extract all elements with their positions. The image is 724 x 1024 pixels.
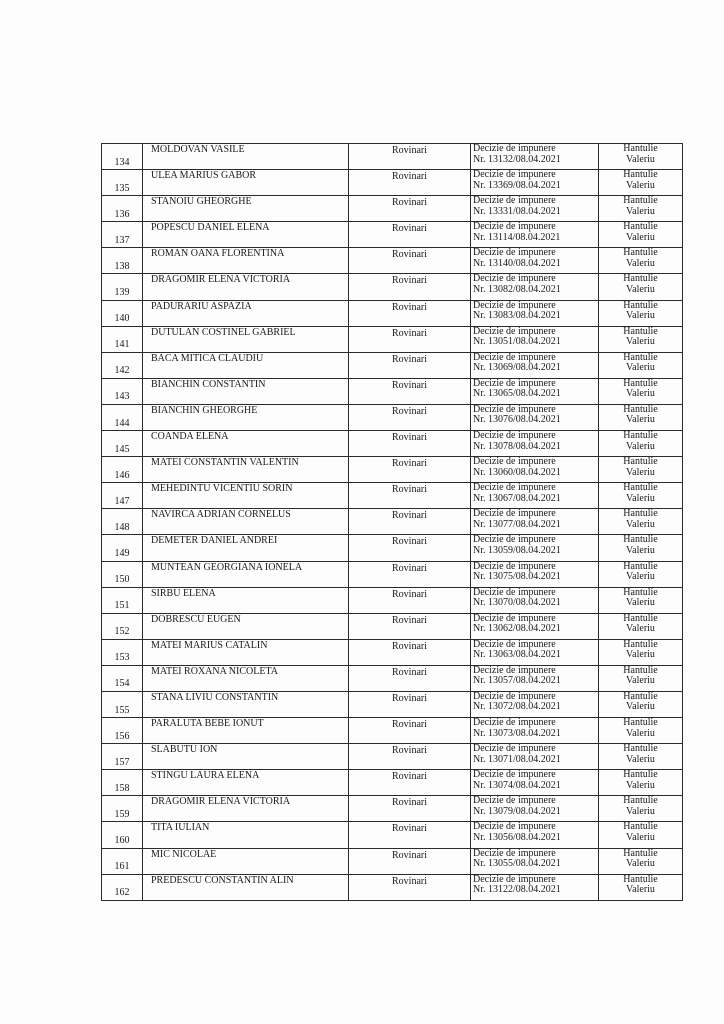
decision-number: Nr. 13073/08.04.2021 <box>473 727 561 739</box>
table-row <box>102 744 683 770</box>
decision-title: Decizie de impunere <box>473 482 556 494</box>
decision-cell <box>471 535 599 561</box>
decision-cell <box>471 483 599 509</box>
row-number: 148 <box>102 509 143 535</box>
responsible-surname: Hantulie <box>623 326 658 337</box>
decision-number: Nr. 13055/08.04.2021 <box>473 858 561 870</box>
location: Rovinari <box>349 431 471 457</box>
decision-number: Nr. 13140/08.04.2021 <box>473 257 561 269</box>
person-name: ROMAN OANA FLORENTINA <box>143 248 349 274</box>
responsible-surname: Hantulie <box>623 456 658 468</box>
location: Rovinari <box>349 587 471 613</box>
responsible-cell <box>599 196 683 222</box>
decision-number: Nr. 13079/08.04.2021 <box>473 805 561 817</box>
decision-title: Decizie de impunere <box>473 743 556 755</box>
responsible-given-name: Valeriu <box>626 727 655 739</box>
location: Rovinari <box>349 222 471 248</box>
location: Rovinari <box>349 144 471 170</box>
responsible-cell <box>599 535 683 561</box>
responsible-given-name: Valeriu <box>626 283 655 295</box>
responsible-cell <box>599 718 683 744</box>
location: Rovinari <box>349 744 471 770</box>
responsible-surname: Hantulie <box>623 247 658 259</box>
row-number: 144 <box>102 404 143 430</box>
responsible-cell <box>599 509 683 535</box>
decision-cell <box>471 144 599 170</box>
responsible-cell <box>599 431 683 457</box>
table-row <box>102 691 683 717</box>
decision-title: Decizie de impunere <box>473 300 556 311</box>
row-number: 162 <box>102 874 143 900</box>
decision-number: Nr. 13056/08.04.2021 <box>473 831 561 843</box>
responsible-cell <box>599 326 683 352</box>
row-number: 143 <box>102 378 143 404</box>
responsible-cell <box>599 665 683 691</box>
table-row <box>102 665 683 691</box>
decision-number: Nr. 13074/08.04.2021 <box>473 779 561 791</box>
decision-number: Nr. 13057/08.04.2021 <box>473 675 561 687</box>
decision-title: Decizie de impunere <box>473 874 556 885</box>
responsible-cell <box>599 300 683 326</box>
responsible-given-name: Valeriu <box>626 675 655 687</box>
person-name: POPESCU DANIEL ELENA <box>143 222 349 248</box>
responsible-cell <box>599 404 683 430</box>
responsible-given-name: Valeriu <box>626 649 655 661</box>
decision-number: Nr. 13059/08.04.2021 <box>473 544 561 556</box>
responsible-surname: Hantulie <box>623 378 658 389</box>
row-number: 160 <box>102 822 143 848</box>
location: Rovinari <box>349 639 471 665</box>
responsible-given-name: Valeriu <box>626 153 655 165</box>
person-name: COANDA ELENA <box>143 431 349 457</box>
decision-cell <box>471 561 599 587</box>
decision-title: Decizie de impunere <box>473 821 556 833</box>
decision-title: Decizie de impunere <box>473 378 556 389</box>
responsible-cell <box>599 248 683 274</box>
table-row <box>102 274 683 300</box>
person-name: STINGU LAURA ELENA <box>143 770 349 796</box>
responsible-given-name: Valeriu <box>626 440 655 452</box>
row-number: 157 <box>102 744 143 770</box>
decision-number: Nr. 13082/08.04.2021 <box>473 283 561 295</box>
location: Rovinari <box>349 378 471 404</box>
responsible-given-name: Valeriu <box>626 179 655 191</box>
responsible-cell <box>599 587 683 613</box>
table-row <box>102 483 683 509</box>
responsible-given-name: Valeriu <box>626 466 655 478</box>
person-name: STANA LIVIU CONSTANTIN <box>143 691 349 717</box>
decision-title: Decizie de impunere <box>473 169 556 181</box>
location: Rovinari <box>349 274 471 300</box>
location: Rovinari <box>349 665 471 691</box>
location: Rovinari <box>349 300 471 326</box>
decision-number: Nr. 13065/08.04.2021 <box>473 388 561 400</box>
person-name: PADURARIU ASPAZIA <box>143 300 349 326</box>
table-row <box>102 248 683 274</box>
row-number: 146 <box>102 457 143 483</box>
table-row <box>102 639 683 665</box>
row-number: 149 <box>102 535 143 561</box>
responsible-cell <box>599 483 683 509</box>
row-number: 161 <box>102 848 143 874</box>
responsible-cell <box>599 457 683 483</box>
person-name: MATEI MARIUS CATALIN <box>143 639 349 665</box>
table-row <box>102 352 683 378</box>
responsible-given-name: Valeriu <box>626 597 655 609</box>
responsible-cell <box>599 561 683 587</box>
responsible-cell <box>599 744 683 770</box>
table-row <box>102 561 683 587</box>
decision-title: Decizie de impunere <box>473 430 556 442</box>
decision-cell <box>471 848 599 874</box>
table-row <box>102 613 683 639</box>
location: Rovinari <box>349 613 471 639</box>
responsible-given-name: Valeriu <box>626 544 655 556</box>
row-number: 150 <box>102 561 143 587</box>
row-number: 145 <box>102 431 143 457</box>
table-row <box>102 404 683 430</box>
responsible-surname: Hantulie <box>623 430 658 442</box>
responsible-surname: Hantulie <box>623 795 658 807</box>
responsible-surname: Hantulie <box>623 534 658 546</box>
responsible-given-name: Valeriu <box>626 805 655 817</box>
person-name: STANOIU GHEORGHE <box>143 196 349 222</box>
responsible-surname: Hantulie <box>623 639 658 650</box>
responsible-surname: Hantulie <box>623 848 658 859</box>
row-number: 154 <box>102 665 143 691</box>
responsible-given-name: Valeriu <box>626 779 655 791</box>
decision-title: Decizie de impunere <box>473 613 556 624</box>
responsible-cell <box>599 144 683 170</box>
responsible-surname: Hantulie <box>623 300 658 311</box>
decision-cell <box>471 457 599 483</box>
person-name: BIANCHIN CONSTANTIN <box>143 378 349 404</box>
responsible-surname: Hantulie <box>623 717 658 729</box>
decision-title: Decizie de impunere <box>473 769 556 781</box>
location: Rovinari <box>349 457 471 483</box>
decision-cell <box>471 274 599 300</box>
decision-cell <box>471 639 599 665</box>
decision-number: Nr. 13132/08.04.2021 <box>473 153 561 165</box>
row-number: 151 <box>102 587 143 613</box>
responsible-given-name: Valeriu <box>626 492 655 504</box>
decision-cell <box>471 691 599 717</box>
location: Rovinari <box>349 326 471 352</box>
row-number: 158 <box>102 770 143 796</box>
responsible-cell <box>599 796 683 822</box>
decision-title: Decizie de impunere <box>473 795 556 807</box>
decision-number: Nr. 13331/08.04.2021 <box>473 205 561 217</box>
decision-number: Nr. 13062/08.04.2021 <box>473 623 561 635</box>
decision-title: Decizie de impunere <box>473 195 556 207</box>
row-number: 138 <box>102 248 143 274</box>
decision-cell <box>471 587 599 613</box>
responsible-surname: Hantulie <box>623 821 658 833</box>
decision-title: Decizie de impunere <box>473 143 556 154</box>
decision-number: Nr. 13070/08.04.2021 <box>473 597 561 609</box>
decision-cell <box>471 796 599 822</box>
row-number: 134 <box>102 144 143 170</box>
responsible-surname: Hantulie <box>623 169 658 181</box>
responsible-given-name: Valeriu <box>626 388 655 400</box>
responsible-cell <box>599 613 683 639</box>
decision-cell <box>471 404 599 430</box>
person-name: MATEI CONSTANTIN VALENTIN <box>143 457 349 483</box>
row-number: 140 <box>102 300 143 326</box>
location: Rovinari <box>349 796 471 822</box>
decision-cell <box>471 770 599 796</box>
responsible-given-name: Valeriu <box>626 414 655 426</box>
decision-cell <box>471 196 599 222</box>
person-name: DOBRESCU EUGEN <box>143 613 349 639</box>
responsible-surname: Hantulie <box>623 613 658 624</box>
responsible-given-name: Valeriu <box>626 257 655 269</box>
table-row <box>102 144 683 170</box>
decision-number: Nr. 13069/08.04.2021 <box>473 362 561 374</box>
decision-number: Nr. 13369/08.04.2021 <box>473 179 561 191</box>
location: Rovinari <box>349 561 471 587</box>
decision-cell <box>471 352 599 378</box>
responsible-surname: Hantulie <box>623 143 658 154</box>
decision-number: Nr. 13063/08.04.2021 <box>473 649 561 661</box>
decision-cell <box>471 718 599 744</box>
decision-number: Nr. 13060/08.04.2021 <box>473 466 561 478</box>
responsible-given-name: Valeriu <box>626 362 655 374</box>
registry-table <box>101 143 683 901</box>
table-row <box>102 431 683 457</box>
decision-title: Decizie de impunere <box>473 665 556 676</box>
person-name: DRAGOMIR ELENA VICTORIA <box>143 796 349 822</box>
responsible-surname: Hantulie <box>623 587 658 598</box>
responsible-surname: Hantulie <box>623 561 658 572</box>
person-name: DRAGOMIR ELENA VICTORIA <box>143 274 349 300</box>
person-name: TITA IULIAN <box>143 822 349 848</box>
decision-cell <box>471 431 599 457</box>
decision-title: Decizie de impunere <box>473 352 556 363</box>
table-row <box>102 874 683 900</box>
location: Rovinari <box>349 874 471 900</box>
responsible-cell <box>599 848 683 874</box>
person-name: MOLDOVAN VASILE <box>143 144 349 170</box>
decision-title: Decizie de impunere <box>473 691 556 702</box>
responsible-cell <box>599 222 683 248</box>
decision-number: Nr. 13072/08.04.2021 <box>473 701 561 713</box>
decision-title: Decizie de impunere <box>473 456 556 468</box>
decision-number: Nr. 13071/08.04.2021 <box>473 753 561 765</box>
person-name: DUTULAN COSTINEL GABRIEL <box>143 326 349 352</box>
row-number: 137 <box>102 222 143 248</box>
responsible-surname: Hantulie <box>623 482 658 494</box>
decision-number: Nr. 13083/08.04.2021 <box>473 310 561 322</box>
row-number: 156 <box>102 718 143 744</box>
person-name: MEHEDINTU VICENTIU SORIN <box>143 483 349 509</box>
decision-cell <box>471 509 599 535</box>
responsible-given-name: Valeriu <box>626 310 655 322</box>
location: Rovinari <box>349 196 471 222</box>
decision-number: Nr. 13075/08.04.2021 <box>473 571 561 582</box>
row-number: 135 <box>102 170 143 196</box>
responsible-surname: Hantulie <box>623 195 658 207</box>
decision-title: Decizie de impunere <box>473 534 556 546</box>
person-name: PREDESCU CONSTANTIN ALIN <box>143 874 349 900</box>
responsible-cell <box>599 352 683 378</box>
row-number: 142 <box>102 352 143 378</box>
table-row <box>102 770 683 796</box>
decision-title: Decizie de impunere <box>473 326 556 337</box>
table-row <box>102 587 683 613</box>
location: Rovinari <box>349 718 471 744</box>
row-number: 141 <box>102 326 143 352</box>
decision-title: Decizie de impunere <box>473 561 556 572</box>
decision-cell <box>471 822 599 848</box>
row-number: 136 <box>102 196 143 222</box>
table-row <box>102 326 683 352</box>
person-name: MIC NICOLAE <box>143 848 349 874</box>
person-name: MUNTEAN GEORGIANA IONELA <box>143 561 349 587</box>
responsible-surname: Hantulie <box>623 352 658 363</box>
responsible-cell <box>599 378 683 404</box>
responsible-surname: Hantulie <box>623 769 658 781</box>
row-number: 159 <box>102 796 143 822</box>
person-name: SLABUTU ION <box>143 744 349 770</box>
decision-cell <box>471 300 599 326</box>
responsible-given-name: Valeriu <box>626 205 655 217</box>
responsible-cell <box>599 274 683 300</box>
table-row <box>102 196 683 222</box>
decision-title: Decizie de impunere <box>473 221 556 233</box>
person-name: ULEA MARIUS GABOR <box>143 170 349 196</box>
responsible-given-name: Valeriu <box>626 571 655 582</box>
table-row <box>102 848 683 874</box>
responsible-surname: Hantulie <box>623 221 658 233</box>
row-number: 155 <box>102 691 143 717</box>
decision-number: Nr. 13078/08.04.2021 <box>473 440 561 452</box>
decision-title: Decizie de impunere <box>473 508 556 520</box>
responsible-cell <box>599 822 683 848</box>
decision-number: Nr. 13122/08.04.2021 <box>473 884 561 896</box>
decision-title: Decizie de impunere <box>473 247 556 259</box>
row-number: 153 <box>102 639 143 665</box>
decision-number: Nr. 13114/08.04.2021 <box>473 231 561 243</box>
responsible-surname: Hantulie <box>623 743 658 755</box>
table-row <box>102 378 683 404</box>
responsible-given-name: Valeriu <box>626 701 655 713</box>
decision-number: Nr. 13076/08.04.2021 <box>473 414 561 426</box>
decision-cell <box>471 874 599 900</box>
decision-number: Nr. 13067/08.04.2021 <box>473 492 561 504</box>
person-name: BACA MITICA CLAUDIU <box>143 352 349 378</box>
responsible-given-name: Valeriu <box>626 336 655 348</box>
row-number: 139 <box>102 274 143 300</box>
table-row <box>102 718 683 744</box>
location: Rovinari <box>349 248 471 274</box>
decision-title: Decizie de impunere <box>473 587 556 598</box>
person-name: BIANCHIN GHEORGHE <box>143 404 349 430</box>
row-number: 147 <box>102 483 143 509</box>
location: Rovinari <box>349 822 471 848</box>
decision-cell <box>471 222 599 248</box>
person-name: PARALUTA BEBE IONUT <box>143 718 349 744</box>
decision-cell <box>471 665 599 691</box>
location: Rovinari <box>349 691 471 717</box>
location: Rovinari <box>349 770 471 796</box>
location: Rovinari <box>349 352 471 378</box>
responsible-surname: Hantulie <box>623 665 658 676</box>
responsible-given-name: Valeriu <box>626 884 655 896</box>
decision-title: Decizie de impunere <box>473 273 556 285</box>
table-row <box>102 509 683 535</box>
location: Rovinari <box>349 170 471 196</box>
decision-cell <box>471 170 599 196</box>
location: Rovinari <box>349 483 471 509</box>
table-row <box>102 822 683 848</box>
location: Rovinari <box>349 404 471 430</box>
decision-cell <box>471 378 599 404</box>
location: Rovinari <box>349 509 471 535</box>
decision-cell <box>471 613 599 639</box>
person-name: SIRBU ELENA <box>143 587 349 613</box>
responsible-given-name: Valeriu <box>626 623 655 635</box>
responsible-surname: Hantulie <box>623 404 658 415</box>
decision-title: Decizie de impunere <box>473 848 556 859</box>
person-name: MATEI ROXANA NICOLETA <box>143 665 349 691</box>
table-row <box>102 457 683 483</box>
responsible-cell <box>599 170 683 196</box>
location: Rovinari <box>349 535 471 561</box>
row-number: 152 <box>102 613 143 639</box>
responsible-surname: Hantulie <box>623 874 658 885</box>
responsible-given-name: Valeriu <box>626 518 655 530</box>
table-row <box>102 222 683 248</box>
responsible-given-name: Valeriu <box>626 753 655 765</box>
responsible-surname: Hantulie <box>623 691 658 702</box>
decision-title: Decizie de impunere <box>473 404 556 415</box>
responsible-cell <box>599 691 683 717</box>
responsible-cell <box>599 874 683 900</box>
table-row <box>102 300 683 326</box>
decision-number: Nr. 13051/08.04.2021 <box>473 336 561 348</box>
decision-cell <box>471 248 599 274</box>
registry-table-body <box>102 144 683 901</box>
table-row <box>102 535 683 561</box>
responsible-cell <box>599 770 683 796</box>
decision-cell <box>471 744 599 770</box>
responsible-given-name: Valeriu <box>626 858 655 870</box>
decision-number: Nr. 13077/08.04.2021 <box>473 518 561 530</box>
responsible-given-name: Valeriu <box>626 831 655 843</box>
person-name: DEMETER DANIEL ANDREI <box>143 535 349 561</box>
responsible-given-name: Valeriu <box>626 231 655 243</box>
table-row <box>102 796 683 822</box>
person-name: NAVIRCA ADRIAN CORNELUS <box>143 509 349 535</box>
responsible-surname: Hantulie <box>623 508 658 520</box>
table-row <box>102 170 683 196</box>
decision-cell <box>471 326 599 352</box>
decision-title: Decizie de impunere <box>473 639 556 650</box>
responsible-surname: Hantulie <box>623 273 658 285</box>
decision-title: Decizie de impunere <box>473 717 556 729</box>
location: Rovinari <box>349 848 471 874</box>
responsible-cell <box>599 639 683 665</box>
